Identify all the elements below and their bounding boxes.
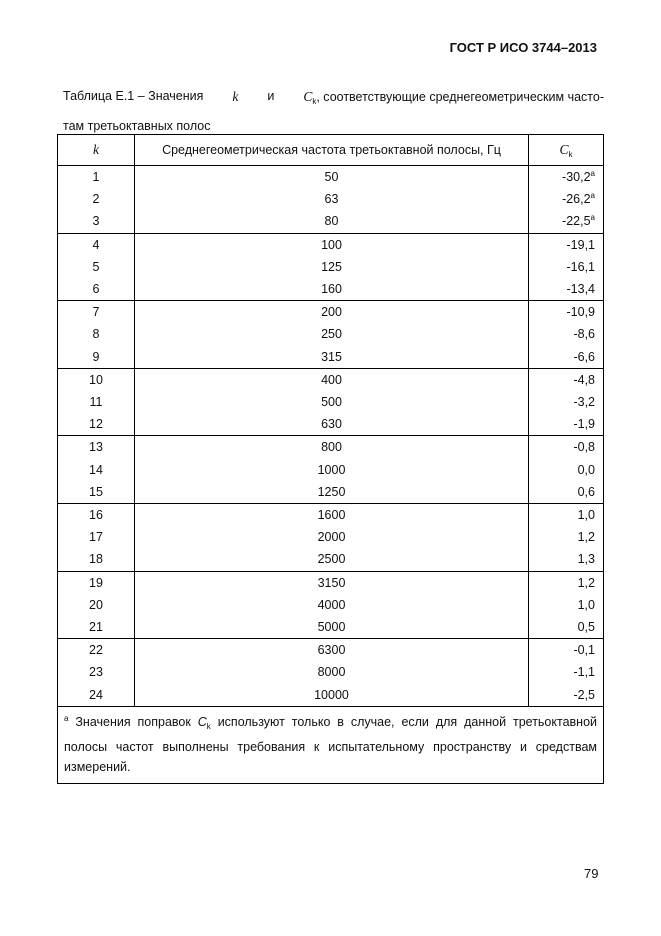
table-footnote-row <box>58 706 604 783</box>
table-row <box>58 166 604 189</box>
cell-ck: -0,1 <box>529 639 604 662</box>
cell-frequency: 100 <box>135 233 529 256</box>
caption-and: и <box>267 89 275 103</box>
table-row <box>58 594 604 616</box>
cell-ck: $-22,5^а$ <box>529 210 604 233</box>
cell-k: 7 <box>58 301 135 324</box>
cell-ck: -6,6 <box>529 346 604 369</box>
cell-frequency: 200 <box>135 301 529 324</box>
table-row <box>58 413 604 436</box>
caption-var-ck <box>303 84 604 114</box>
caption-var-k: k <box>232 89 239 104</box>
cell-k: 23 <box>58 661 135 683</box>
caption-var-c: C <box>303 89 313 104</box>
cell-ck: 1,2 <box>529 571 604 594</box>
header-frequency: Среднегеометрическая частота третьоктавной полосы, Гц <box>135 135 529 166</box>
footnote-ref: а <box>590 169 595 178</box>
cell-frequency: 80 <box>135 210 529 233</box>
cell-frequency: 630 <box>135 413 529 436</box>
cell-k: 3 <box>58 210 135 233</box>
table-body <box>58 166 604 707</box>
table-footnote <box>58 706 604 783</box>
cell-frequency: 2500 <box>135 548 529 571</box>
cell-frequency: 3150 <box>135 571 529 594</box>
cell-k: 11 <box>58 391 135 413</box>
footnote-ref: а <box>590 191 595 201</box>
cell-frequency: 1600 <box>135 504 529 527</box>
cell-k: 19 <box>58 571 135 594</box>
cell-k: 14 <box>58 459 135 481</box>
table-row <box>58 436 604 459</box>
table-row <box>58 278 604 301</box>
cell-k: 17 <box>58 526 135 548</box>
table-row <box>58 210 604 233</box>
table-row <box>58 661 604 683</box>
table-row <box>58 391 604 413</box>
footnote-var-c: C <box>197 714 207 729</box>
table-row <box>58 526 604 548</box>
footnote-marker: а <box>64 713 69 723</box>
cell-ck: 0,5 <box>529 616 604 639</box>
cell-frequency: 50 <box>135 166 529 189</box>
cell-ck: 0,0 <box>529 459 604 481</box>
cell-ck: $-30,2^а$ <box>529 166 604 189</box>
table-row <box>58 233 604 256</box>
cell-frequency: 400 <box>135 368 529 391</box>
cell-frequency: 5000 <box>135 616 529 639</box>
caption-line-2: там третьоктавных полос <box>63 119 211 133</box>
cell-k: 13 <box>58 436 135 459</box>
cell-frequency: 500 <box>135 391 529 413</box>
table-row <box>58 323 604 345</box>
table-header-row <box>58 135 604 166</box>
cell-ck: 1,0 <box>529 594 604 616</box>
cell-k: 21 <box>58 616 135 639</box>
cell-frequency: 1250 <box>135 481 529 504</box>
cell-ck: -1,1 <box>529 661 604 683</box>
cell-frequency: 2000 <box>135 526 529 548</box>
cell-k: 4 <box>58 233 135 256</box>
table-row <box>58 616 604 639</box>
table-row <box>58 684 604 707</box>
caption-rest: , соответствующие среднегеометрическим часто- <box>316 90 604 104</box>
header-k: k <box>58 135 135 166</box>
cell-k: 18 <box>58 548 135 571</box>
footnote-text-after: используют только в случае, если для данной третьоктавной полосы частот выполнены требования к испытательному пространству и средствам измерений. <box>64 714 598 774</box>
footnote-text-before: Значения поправок <box>68 714 191 729</box>
cell-ck: 1,3 <box>529 548 604 571</box>
table-row <box>58 548 604 571</box>
page-number: 79 <box>584 866 599 881</box>
header-ck: $C_k$ <box>529 135 604 166</box>
cell-k: 10 <box>58 368 135 391</box>
cell-ck: -2,5 <box>529 684 604 707</box>
table-row <box>58 346 604 369</box>
cell-frequency: 160 <box>135 278 529 301</box>
cell-frequency: 1000 <box>135 459 529 481</box>
cell-frequency: 8000 <box>135 661 529 683</box>
standard-header: ГОСТ Р ИСО 3744–2013 <box>449 40 597 55</box>
cell-frequency: 250 <box>135 323 529 345</box>
table-row <box>58 188 604 210</box>
cell-k: 12 <box>58 413 135 436</box>
table-row <box>58 368 604 391</box>
table-row <box>58 504 604 527</box>
footnote-var-c-sub: k <box>206 721 211 731</box>
cell-ck: 1,0 <box>529 504 604 527</box>
table-row <box>58 481 604 504</box>
table-row <box>58 571 604 594</box>
cell-k: 5 <box>58 256 135 278</box>
caption-var-c-sub: k <box>312 97 317 106</box>
cell-ck: -4,8 <box>529 368 604 391</box>
cell-k: 16 <box>58 504 135 527</box>
caption-prefix: Таблица Е.1 – Значения <box>63 89 204 103</box>
table-row <box>58 459 604 481</box>
cell-ck: -10,9 <box>529 301 604 324</box>
cell-k: 1 <box>58 166 135 189</box>
cell-frequency: 10000 <box>135 684 529 707</box>
cell-k: 22 <box>58 639 135 662</box>
cell-k: 8 <box>58 323 135 345</box>
table-caption <box>63 84 604 139</box>
cell-frequency: 315 <box>135 346 529 369</box>
cell-ck: 0,6 <box>529 481 604 504</box>
cell-frequency: 800 <box>135 436 529 459</box>
correction-table <box>57 134 604 784</box>
cell-ck: $-26,2^а$ <box>529 188 604 210</box>
cell-k: 2 <box>58 188 135 210</box>
table-row <box>58 256 604 278</box>
cell-k: 20 <box>58 594 135 616</box>
cell-ck: -8,6 <box>529 323 604 345</box>
cell-ck: -16,1 <box>529 256 604 278</box>
cell-ck: -13,4 <box>529 278 604 301</box>
cell-k: 15 <box>58 481 135 504</box>
cell-frequency: 125 <box>135 256 529 278</box>
cell-ck: -0,8 <box>529 436 604 459</box>
cell-k: 6 <box>58 278 135 301</box>
cell-k: 24 <box>58 684 135 707</box>
table-row <box>58 639 604 662</box>
cell-ck: -3,2 <box>529 391 604 413</box>
cell-frequency: 6300 <box>135 639 529 662</box>
cell-ck: -19,1 <box>529 233 604 256</box>
cell-frequency: 4000 <box>135 594 529 616</box>
caption-line-1 <box>63 84 604 114</box>
cell-ck: 1,2 <box>529 526 604 548</box>
table-row <box>58 301 604 324</box>
cell-ck: -1,9 <box>529 413 604 436</box>
footnote-ref: а <box>590 213 595 223</box>
cell-frequency: 63 <box>135 188 529 210</box>
cell-k: 9 <box>58 346 135 369</box>
